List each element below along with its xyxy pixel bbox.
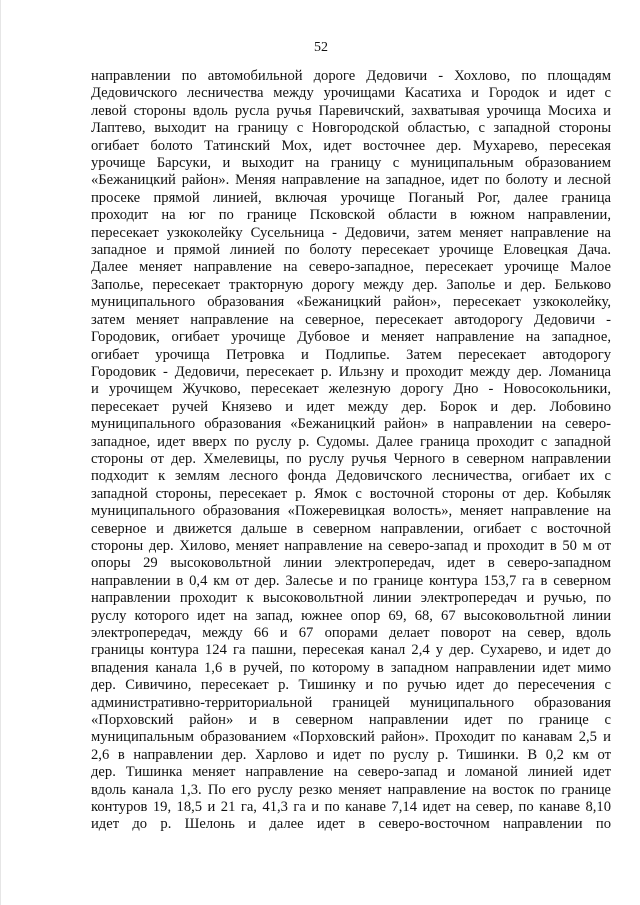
text-line: муниципального образования «Бежаницкий район», пересекает узкоколейку,	[91, 294, 611, 311]
text-line: Далее меняет направление на северо-западное, пересекает урочище Малое	[91, 259, 611, 276]
text-line: западное, идет вверх по руслу р. Судомы. Далее граница проходит с западной	[91, 433, 611, 450]
text-line: руслу которого идет на запад, южнее опор 69, 68, 67 высоковольтной линии	[91, 607, 611, 624]
text-line: левой стороны вдоль русла ручья Паревичский, захватывая урочища Мосиха и	[91, 102, 611, 119]
text-line: контуров 19, 18,5 и 21 га, 41,3 га и по канаве 7,14 идет на север, по канаве 8,10	[91, 799, 611, 816]
text-line: муниципального образования «Пожеревицкая волость», меняет направление на	[91, 503, 611, 520]
text-line: Лаптево, выходит на границу с Новгородской областью, с западной стороны	[91, 120, 611, 137]
text-line: огибает урочища Петровка и Подлипье. Затем пересекает автодорогу	[91, 346, 611, 363]
text-line: опоры 29 высоковольтной линии электропередач, идет в северо-западном	[91, 555, 611, 572]
text-line: просеке прямой линией, включая урочище Поганый Рог, далее граница	[91, 189, 611, 206]
text-line: Городовик - Дедовичи, пересекает р. Ильзну и проходит между дер. Ломаница	[91, 363, 611, 380]
text-line: западное и прямой линией по болоту пересекает урочище Еловецкая Дача.	[91, 242, 611, 259]
text-line: огибает болото Татинский Мох, идет восточнее дер. Мухарево, пересекая	[91, 137, 611, 154]
text-line: 2,6 в направлении дер. Харлово и идет по руслу р. Тишинки. В 0,2 км от	[91, 746, 611, 763]
text-line: урочище Барсуки, и выходит на границу с муниципальным образованием	[91, 155, 611, 172]
text-line: стороны дер. Хилово, меняет направление на северо-запад и проходит в 50 м от	[91, 537, 611, 554]
text-line: направлении проходит к высоковольтной линии электропередач и ручью, по	[91, 590, 611, 607]
text-line: идет до р. Шелонь и далее идет в северо-восточном направлении по	[91, 816, 611, 833]
text-line: дер. Сивичино, пересекает р. Тишинку и по ручью идет до пересечения с	[91, 677, 611, 694]
text-line: подходит к землям лесного фонда Дедовичского лесничества, огибает их с	[91, 468, 611, 485]
text-line: пересекает ручей Князево и идет между дер. Борок и дер. Лобовино	[91, 398, 611, 415]
text-line: «Бежаницкий район». Меняя направление на западное, идет по болоту и лесной	[91, 172, 611, 189]
text-line: впадения канала 1,6 в ручей, по которому в западном направлении идет мимо	[91, 659, 611, 676]
text-line: Дедовичского лесничества между урочищами Касатиха и Городок и идет с	[91, 85, 611, 102]
text-line: «Порховский район» и в северном направлении идет по границе с	[91, 712, 611, 729]
text-line: административно-территориальной границей муниципального образования	[91, 694, 611, 711]
page-number: 52	[314, 40, 328, 55]
text-line: границы контура 124 га пашни, пересекая канал 2,4 у дер. Сухарево, и идет до	[91, 642, 611, 659]
text-line: Городовик, огибает урочище Дубовое и меняет направление на западное,	[91, 329, 611, 346]
text-line: дер. Тишинка меняет направление на северо-запад и ломаной линией идет	[91, 764, 611, 781]
text-line: северное и движется дальше в северном направлении, огибает с восточной	[91, 520, 611, 537]
text-line: муниципальным образованием «Порховский район». Проходит по канавам 2,5 и	[91, 729, 611, 746]
text-line: Заполье, пересекает тракторную дорогу между дер. Заполье и дер. Бельково	[91, 276, 611, 293]
text-line: направлении в 0,4 км от дер. Залесье и по границе контура 153,7 га в северном	[91, 572, 611, 589]
text-line: западной стороны, пересекает р. Ямок с восточной стороны от дер. Кобыляк	[91, 485, 611, 502]
text-line: проходит на юг по границе Псковской области в южном направлении,	[91, 207, 611, 224]
text-line: стороны от дер. Хмелевицы, по руслу ручья Черного в северном направлении	[91, 450, 611, 467]
text-line: электропередач, между 66 и 67 опорами делает поворот на север, вдоль	[91, 625, 611, 641]
text-line: муниципального образования «Бежаницкий район» в направлении на северо-	[91, 416, 611, 433]
body-text	[91, 68, 611, 834]
text-line: направлении по автомобильной дороге Дедовичи - Хохлово, по площадям	[91, 68, 611, 84]
text-line: затем меняет направление на северное, пересекает автодорогу Дедовичи -	[91, 311, 611, 328]
text-line: и урочищем Жучково, пересекает железную дорогу Дно - Новосокольники,	[91, 381, 611, 398]
text-line: пересекает узкоколейку Сусельница - Дедовичи, затем меняет направление на	[91, 224, 611, 241]
text-line: вдоль канала 1,3. По его руслу резко меняет направление на восток по границе	[91, 781, 611, 798]
